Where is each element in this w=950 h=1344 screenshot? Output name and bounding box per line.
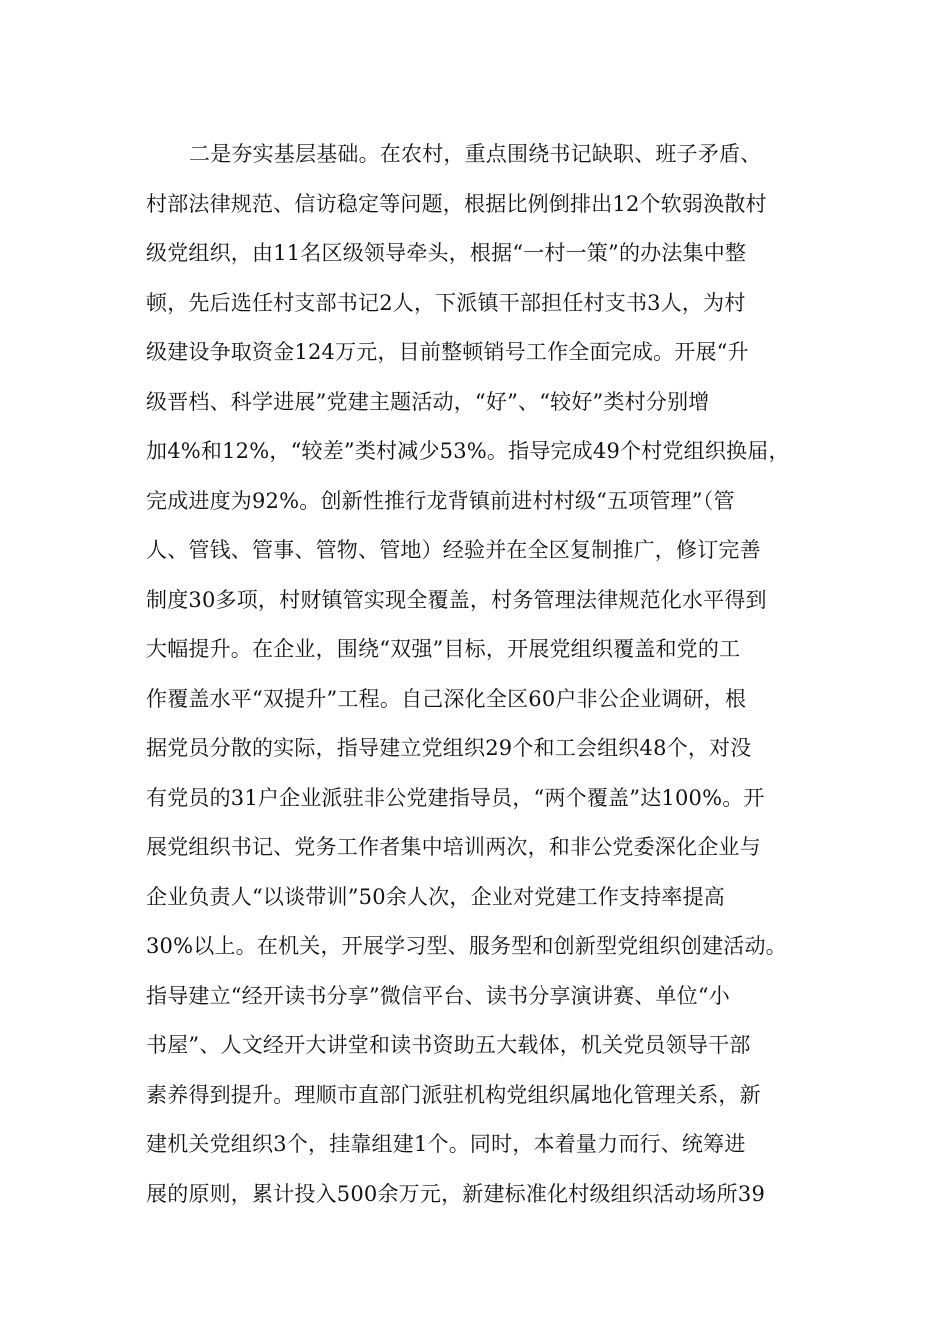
paragraph-line: 作覆盖水平“双提升”工程。自己深化全区60户非公企业调研，根 (146, 686, 747, 711)
paragraph-line: 展党组织书记、党务工作者集中培训两次，和非公党委深化企业与 (146, 835, 761, 859)
paragraph-line: 级党组织，由11名区级领导牵头，根据“一村一策”的办法集中整 (146, 241, 747, 265)
paragraph-line: 制度30多项，村财镇管实现全覆盖，村务管理法律规范化水平得到 (146, 587, 767, 612)
paragraph-line: 完成进度为92%。创新性推行龙背镇前进村村级“五项管理”（管 (146, 488, 735, 513)
paragraph-line: 指导建立“经开读书分享”微信平台、读书分享演讲赛、单位“小 (146, 983, 731, 1008)
paragraph-line: 二是夯实基层基础。在农村，重点围绕书记缺职、班子矛盾、 (189, 142, 762, 166)
paragraph-line: 大幅提升。在企业，围绕“双强”目标，开展党组织覆盖和党的工 (146, 637, 741, 661)
paragraph-line: 顿，先后选任村支部书记2人，下派镇干部担任村支书3人，为村 (146, 290, 746, 315)
body-paragraph (146, 130, 826, 1219)
paragraph-line: 加4%和12%，“较差”类村减少53%。指导完成49个村党组织换届， (146, 439, 790, 463)
paragraph-line: 村部法律规范、信访稳定等问题，根据比例倒排出12个软弱涣散村 (146, 191, 767, 216)
paragraph-line: 有党员的31户企业派驻非公党建指导员，“两个覆盖”达100%。开 (146, 785, 765, 810)
paragraph-line: 建机关党组织3个，挂靠组建1个。同时，本着量力而行、统筹进 (146, 1132, 746, 1156)
paragraph-line: 素养得到提升。理顺市直部门派驻机构党组织属地化管理关系，新 (146, 1082, 761, 1107)
paragraph-line: 企业负责人“以谈带训”50余人次，企业对党建工作支持率提高 (146, 884, 725, 909)
paragraph-line: 30%以上。在机关，开展学习型、服务型和创新型党组织创建活动。 (146, 934, 787, 958)
paragraph-line: 书屋”、人文经开大讲堂和读书资助五大载体，机关党员领导干部 (146, 1033, 751, 1057)
paragraph-line: 级建设争取资金124万元，目前整顿销号工作全面完成。开展“升 (146, 340, 749, 364)
paragraph-line: 人、管钱、管事、管物、管地）经验并在全区复制推广，修订完善 (146, 538, 761, 562)
paragraph-line: 级晋档、科学进展”党建主题活动，“好”、“较好”类村分别增 (146, 389, 710, 414)
paragraph-line: 展的原则，累计投入500余万元，新建标准化村级组织活动场所39 (146, 1181, 766, 1206)
paragraph-line: 据党员分散的实际，指导建立党组织29个和工会组织48个，对没 (146, 736, 752, 760)
